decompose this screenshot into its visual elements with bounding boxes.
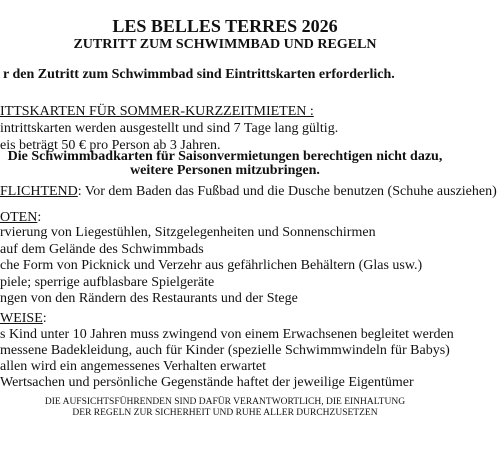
instructions-heading-line [0, 310, 47, 327]
instructions-heading-suffix: : [42, 311, 47, 326]
instruction-item: s Kind unter 10 Jahren muss zwingend von einem Erwachsenen begleitet werden [0, 327, 454, 342]
short-term-line-1: intrittskarten werden ausgestellt und sind 7 Tage lang gültig. [0, 121, 339, 136]
instruction-item: messene Badekleidung, auch für Kinder (spezielle Schwimmwindeln für Babys) [0, 343, 450, 358]
prohibition-item: rvierung von Liegestühlen, Sitzgelegenheiten und Sonnenschirmen [0, 225, 376, 240]
obligation-line [0, 183, 497, 200]
document-title: LES BELLES TERRES 2026 [112, 16, 338, 36]
obligation-text: : Vor dem Baden das Fußbad und die Dusche benutzen (Schuhe ausziehen) [77, 184, 497, 199]
intro-line: r den Zutritt zum Schwimmbad sind Eintrittskarten erforderlich. [3, 67, 395, 82]
instructions-heading: WEISE [0, 311, 43, 326]
instruction-item: Wertsachen und persönliche Gegenstände haftet der jeweilige Eigentümer [0, 375, 414, 390]
document-subtitle: ZUTRITT ZUM SCHWIMMBAD UND REGELN [73, 37, 377, 52]
short-term-heading: ITTSKARTEN FÜR SOMMER-KURZZEITMIETEN : [0, 104, 314, 119]
seasonal-notice-line-1: Die Schwimmbadkarten für Saisonvermietungen berechtigen nicht dazu, [7, 149, 443, 164]
prohibition-item: ngen von den Rändern des Restaurants und der Stege [0, 291, 298, 306]
instruction-item: allen wird ein angemessenes Verhalten erwartet [0, 359, 267, 374]
prohibitions-heading: OTEN [0, 210, 38, 225]
obligation-heading: FLICHTEND [0, 184, 78, 199]
prohibition-item: piele; sperrige aufblasbare Spielgeräte [0, 275, 215, 290]
footer-line-1: DIE AUFSICHTSFÜHRENDEN SIND DAFÜR VERANTWORTLICH, DIE EINHALTUNG [44, 397, 406, 407]
seasonal-notice-line-2: weitere Personen mitzubringen. [130, 163, 320, 178]
footer-line-2: DER REGELN ZUR SICHERHEIT UND RUHE ALLER DURCHZUSETZEN [72, 408, 378, 418]
short-term-line-2: eis beträgt 50 € pro Person ab 3 Jahren. [0, 138, 221, 153]
prohibition-item: che Form von Picknick und Verzehr aus gefährlichen Behältern (Glas usw.) [0, 258, 423, 273]
prohibitions-heading-suffix: : [37, 210, 42, 225]
prohibition-item: auf dem Gelände des Schwimmbads [0, 242, 204, 257]
